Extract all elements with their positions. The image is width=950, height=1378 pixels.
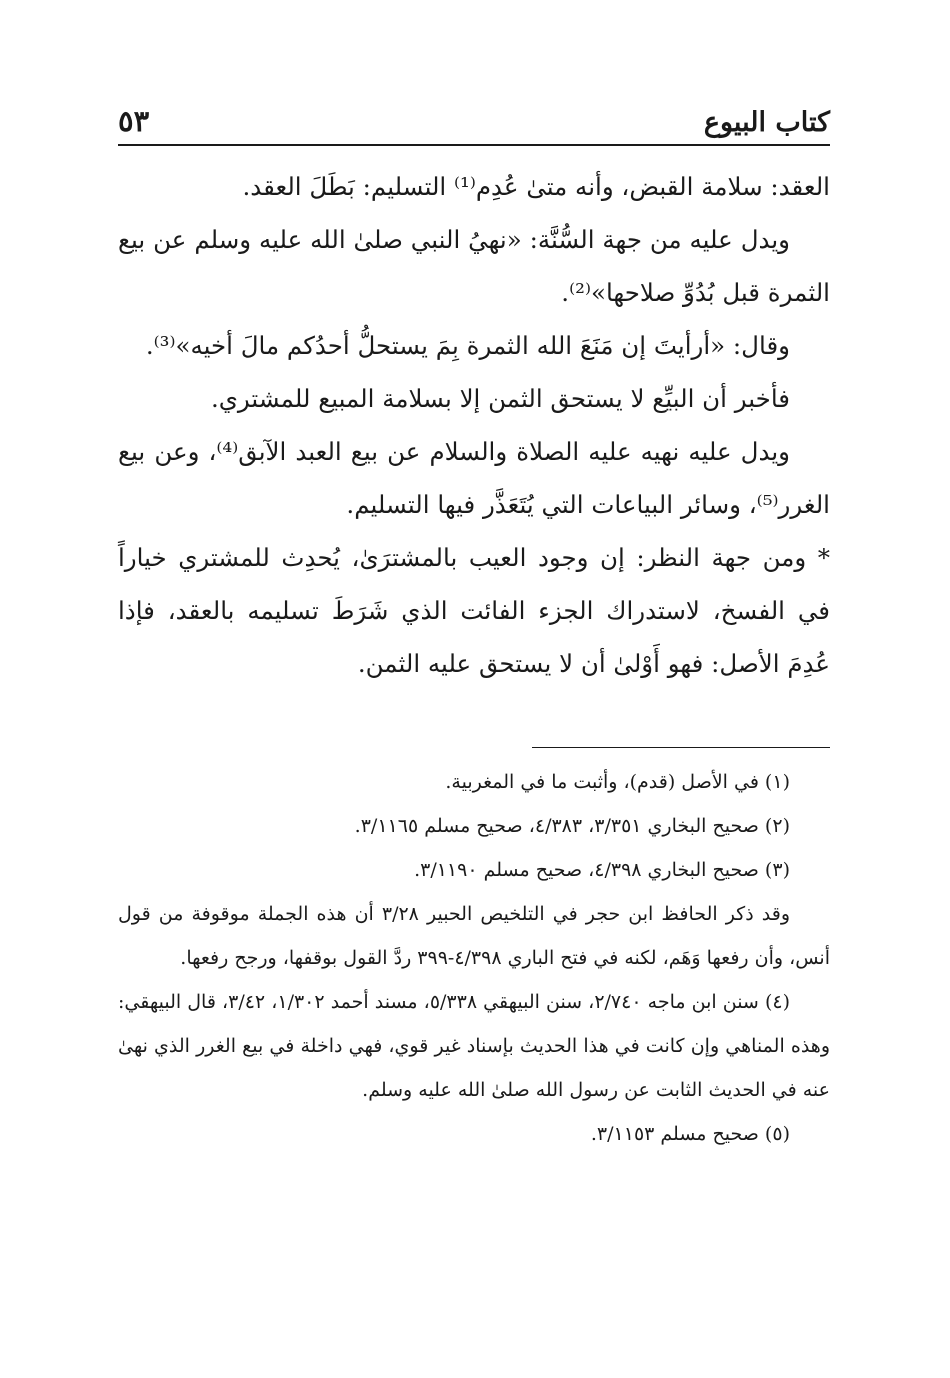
paragraph: وقال: «أرأيتَ إن مَنَعَ الله الثمرة بِمَ يستحلُّ أحدُكم مالَ أخيه»⁽³⁾. — [145, 331, 790, 360]
footnote-separator — [532, 747, 830, 748]
chapter-title: كتاب البيوع — [703, 107, 830, 138]
document-page — [118, 88, 830, 1156]
paragraph: ويدل عليه نهيه عليه الصلاة والسلام عن بيع العبد الآبق⁽⁴⁾، وعن بيع الغرر⁽⁵⁾، وسائر البياعات التي يُتَعَذَّر فيها التسليم. — [118, 437, 830, 519]
footnote: (٤) سنن ابن ماجه ٢/٧٤٠، سنن البيهقي ٥/٣٣٨، مسند أحمد ١/٣٠٢، ٣/٤٢، قال البيهقي: وهذه المناهي وإن كانت في هذا الحديث بإسناد غير قوي، فهي داخلة في بيع الغرر الذي نهىٰ عنه في الحديث الثابت عن رسول الله صلىٰ الله عليه وسلم. — [118, 991, 830, 1101]
paragraph: ويدل عليه من جهة السُّنَّة: «نهيُ النبي صلىٰ الله عليه وسلم عن بيع الثمرة قبل بُدُوِّ صلاحها»⁽²⁾. — [118, 225, 830, 307]
footnote: وقد ذكر الحافظ ابن حجر في التلخيص الحبير ٣/٢٨ أن هذه الجملة موقوفة من قول أنس، وأن رفعها وَهَم، لكنه في فتح الباري ٤/٣٩٨-٣٩٩ ردَّ القول بوقفها، ورجح رفعها. — [118, 903, 830, 969]
page-number: ٥٣ — [118, 104, 150, 138]
footnote: (٢) صحيح البخاري ٣/٣٥١، ٤/٣٨٣، صحيح مسلم ٣/١١٦٥. — [354, 815, 790, 837]
footnote: (٣) صحيح البخاري ٤/٣٩٨، صحيح مسلم ٣/١١٩٠. — [414, 859, 790, 881]
footnotes — [118, 747, 830, 1156]
paragraph: العقد: سلامة القبض، وأنه متىٰ عُدِم⁽¹⁾ التسليم: بَطَلَ العقد. — [242, 172, 830, 201]
main-text — [118, 160, 830, 690]
running-header — [118, 88, 830, 146]
paragraph: * ومن جهة النظر: إن وجود العيب بالمشترَىٰ، يُحدِث للمشتري خياراً في الفسخ، لاستدراك الجزء الفائت الذي شَرَطَ تسليمه بالعقد، فإذا عُدِمَ الأصل: فهو أَوْلىٰ أن لا يستحق عليه الثمن. — [118, 543, 830, 678]
footnote: (٥) صحيح مسلم ٣/١١٥٣. — [590, 1123, 790, 1145]
footnote: (١) في الأصل (قدم)، وأثبت ما في المغربية. — [445, 771, 790, 793]
paragraph: فأخبر أن البيِّع لا يستحق الثمن إلا بسلامة المبيع للمشتري. — [210, 384, 790, 413]
